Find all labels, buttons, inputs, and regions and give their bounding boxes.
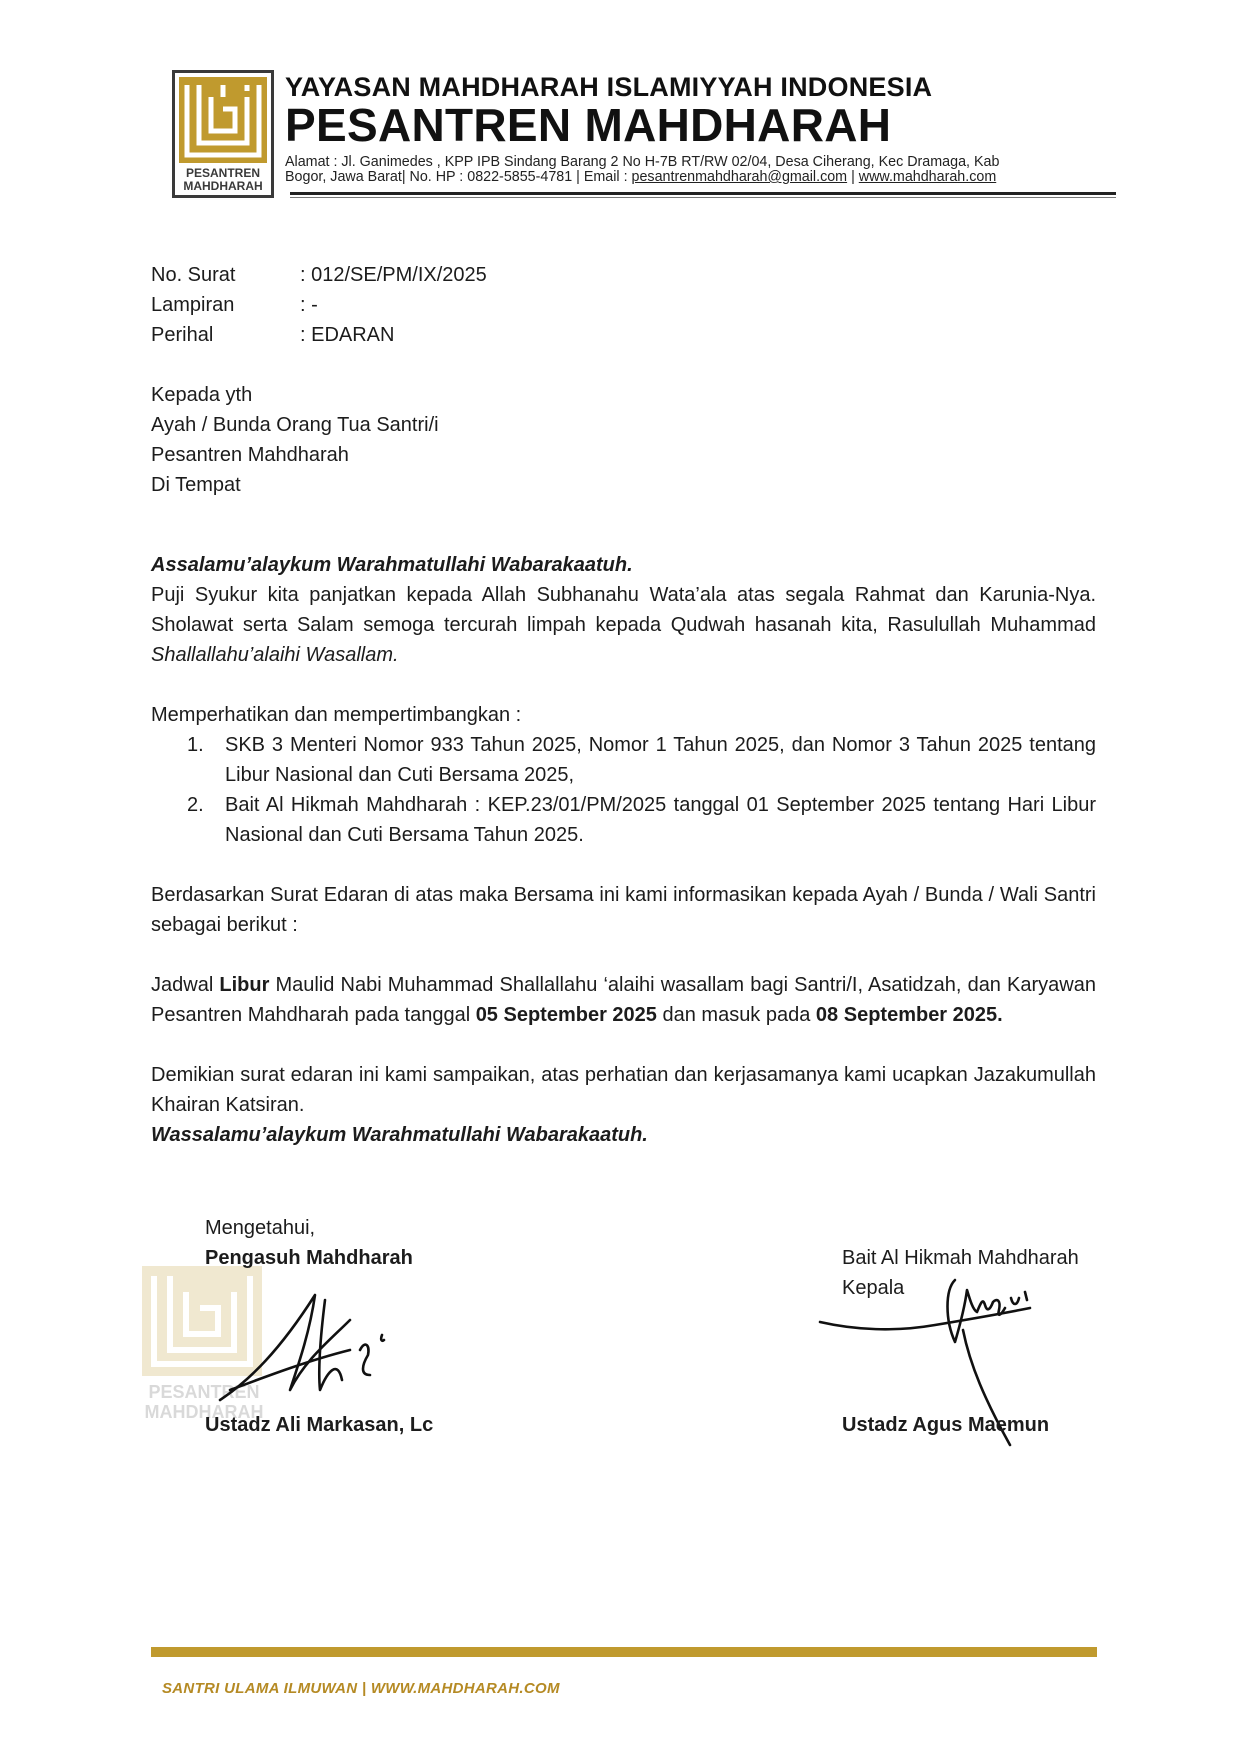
recipient-block [151, 380, 439, 500]
opening-paragraph [151, 580, 1096, 670]
logo-text-line1: PESANTREN [185, 166, 260, 180]
perihal-label: Perihal [151, 324, 214, 346]
recipient-line2: Ayah / Bunda Orang Tua Santri/i [151, 414, 439, 436]
right-signature-title: Kepala [842, 1277, 905, 1299]
address-block [285, 155, 1105, 185]
address-line1: Alamat : Jl. Ganimedes , KPP IPB Sindang Barang 2 No H-7B RT/RW 02/04, Desa Ciherang, Kec Dramaga, Kab [285, 154, 1000, 170]
list-item-number: 1. [187, 734, 204, 756]
farewell: Wassalamu’alaykum Warahmatullahi Wabarakaatuh. [151, 1124, 648, 1146]
perihal-value: : EDARAN [300, 324, 395, 346]
no-surat-value: : 012/SE/PM/IX/2025 [300, 264, 487, 286]
school-name: PESANTREN MAHDHARAH [285, 99, 892, 151]
left-signature-intro: Mengetahui, [205, 1217, 316, 1239]
recipient-line3: Pesantren Mahdharah [151, 444, 349, 466]
schedule-bold-date-return: 08 September 2025. [815, 1004, 1003, 1026]
list-item [151, 790, 1096, 850]
address-line2 [285, 170, 1105, 185]
schedule-text-3: dan masuk pada [656, 1004, 816, 1026]
recipient-line1: Kepada yth [151, 384, 253, 406]
list-item-text: SKB 3 Menteri Nomor 933 Tahun 2025, Nomor 1 Tahun 2025, dan Nomor 3 Tahun 2025 tentang Libur Nasional dan Cuti Bersama 2025, [225, 734, 1096, 786]
schedule-bold-libur: Libur [219, 974, 270, 996]
letter-body [151, 550, 1096, 1150]
recipient-line4: Di Tempat [151, 474, 241, 496]
letterhead-divider [290, 192, 1116, 195]
list-item [151, 730, 1096, 790]
schedule-bold-date-off: 05 September 2025 [475, 1004, 657, 1026]
no-surat-label: No. Surat [151, 264, 236, 286]
website-link[interactable]: www.mahdharah.com [858, 169, 997, 185]
opening-text: Puji Syukur kita panjatkan kepada Allah Subhanahu Wata’ala atas segala Rahmat dan Karunia-Nya. Sholawat serta Salam semoga tercurah limpah kepada Qudwah hasanah kita, Rasulullah Muhammad [151, 584, 1096, 636]
left-handwritten-signature [210, 1280, 420, 1410]
letterhead-divider-thin [290, 197, 1116, 198]
school-logo [172, 70, 274, 198]
schedule-text-2: Maulid Nabi Muhammad Shallallahu ‘alaihi wasallam bagi Santri/I, Asatidzah, dan Karyawan Pesantren Mahdharah pada tanggal [151, 974, 1096, 1026]
footer-tagline: SANTRI ULAMA ILMUWAN | WWW.MAHDHARAH.COM [162, 1680, 560, 1697]
email-link[interactable]: pesantrenmahdharah@gmail.com [631, 169, 848, 185]
reference-list [151, 730, 1096, 850]
calligraphy-logo-icon [179, 77, 267, 163]
schedule-paragraph [151, 970, 1096, 1030]
stamp-text-line2: MAHDHARAH [144, 1402, 264, 1422]
based-on-paragraph: Berdasarkan Surat Edaran di atas maka Bersama ini kami informasikan kepada Ayah / Bunda / Wali Santri sebagai berikut : [151, 884, 1096, 936]
organization-name: YAYASAN MAHDHARAH ISLAMIYYAH INDONESIA [285, 72, 933, 102]
greeting: Assalamu’alaykum Warahmatullahi Wabarakaatuh. [151, 554, 633, 576]
schedule-text-1: Jadwal [151, 974, 220, 996]
left-signature-title: Pengasuh Mahdharah [205, 1247, 413, 1269]
stamp-text-line1: PESANTREN [148, 1382, 260, 1402]
logo-text-line2: MAHDHARAH [183, 179, 263, 193]
list-item-text: Bait Al Hikmah Mahdharah : KEP.23/01/PM/2025 tanggal 01 September 2025 tentang Hari Libur Nasional dan Cuti Bersama Tahun 2025. [225, 794, 1096, 846]
footer-bar [151, 1647, 1097, 1657]
right-signature-name: Ustadz Agus Maemun [842, 1414, 1050, 1436]
lampiran-label: Lampiran [151, 294, 235, 316]
opening-italic: Shallallahu’alaihi Wasallam. [151, 644, 399, 666]
lampiran-value: : - [300, 294, 318, 316]
right-signature-org: Bait Al Hikmah Mahdharah [842, 1247, 1079, 1269]
left-signature-name: Ustadz Ali Markasan, Lc [205, 1414, 434, 1436]
address-line2-text: Bogor, Jawa Barat| No. HP : 0822-5855-4781 | Email : [285, 169, 632, 185]
considering-heading: Memperhatikan dan mempertimbangkan : [151, 704, 522, 726]
closing-paragraph: Demikian surat edaran ini kami sampaikan, atas perhatian dan kerjasamanya kami ucapkan Jazakumullah Khairan Katsiran. [151, 1064, 1096, 1116]
address-separator: | [847, 169, 859, 185]
list-item-number: 2. [187, 794, 204, 816]
